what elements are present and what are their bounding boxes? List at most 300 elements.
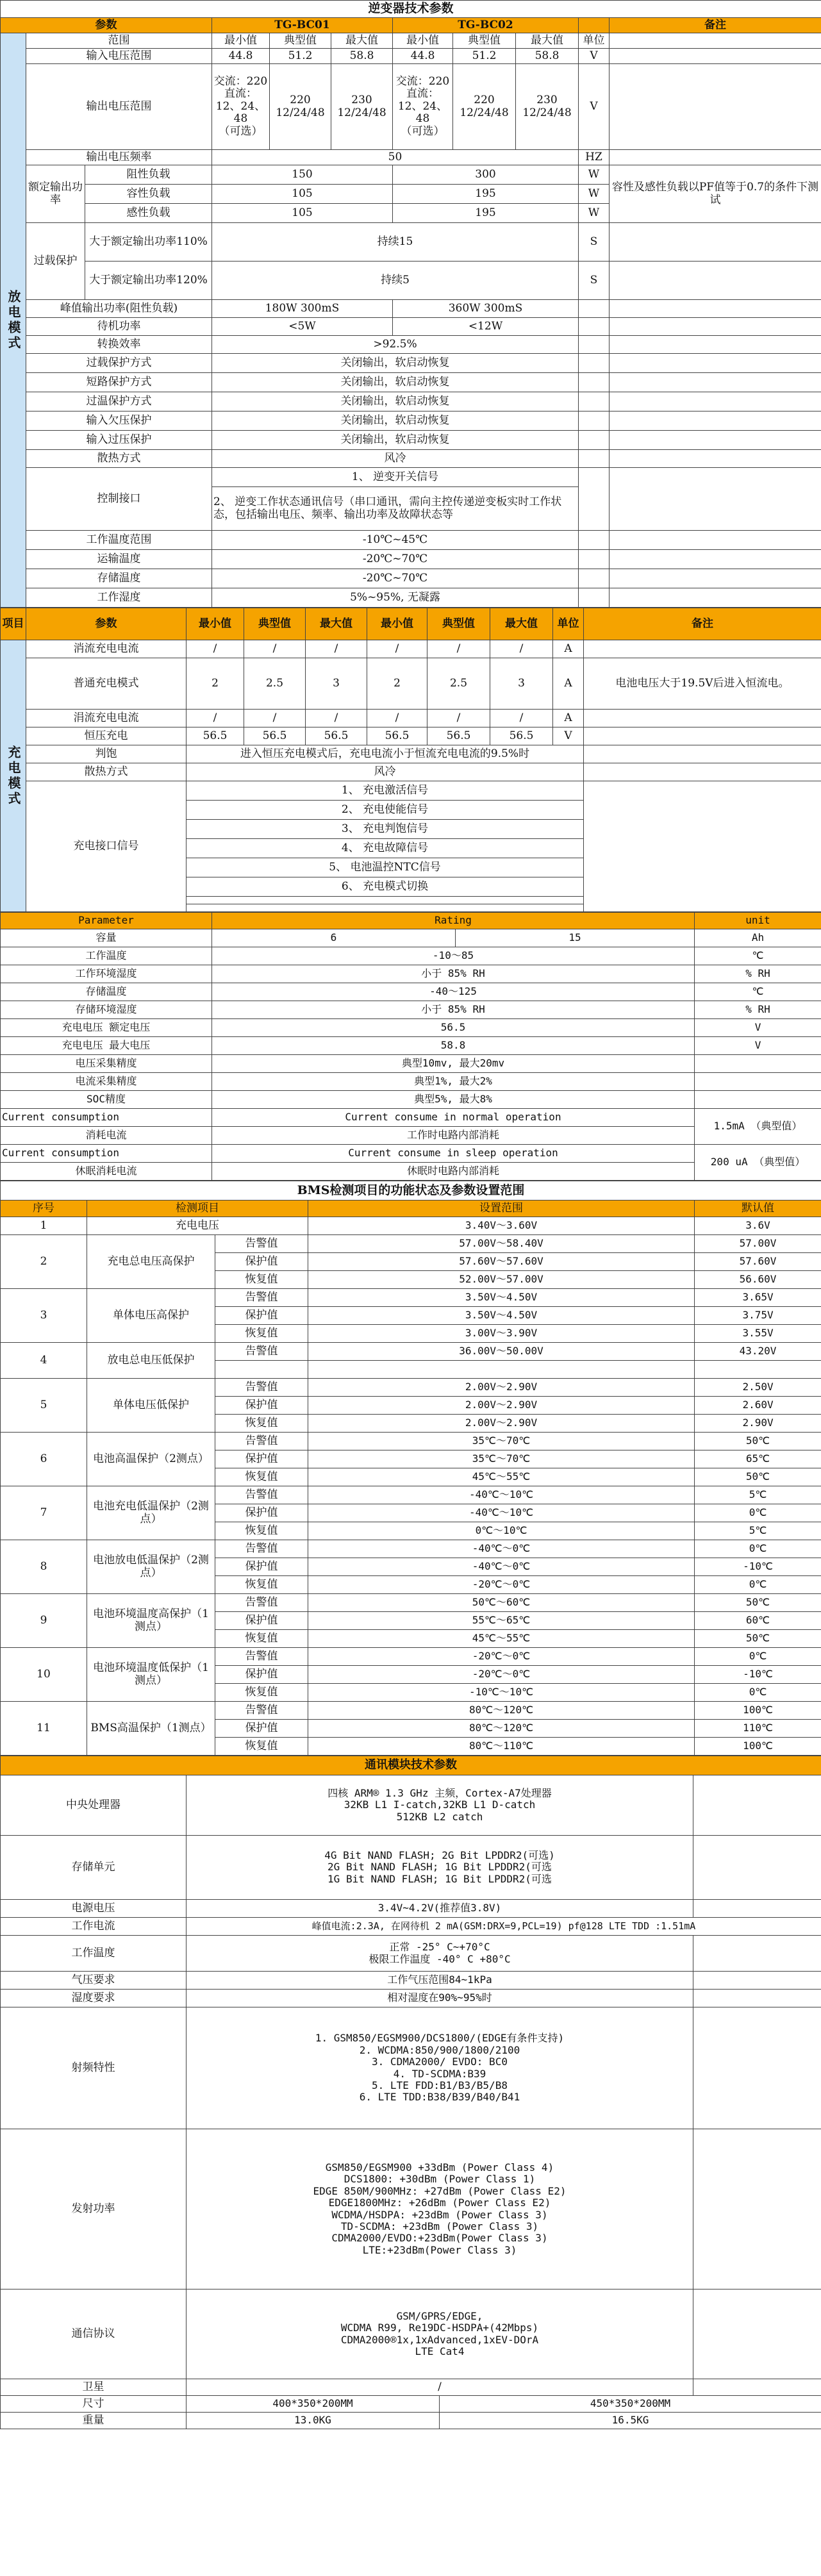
bms-range: 55℃～65℃ [308,1612,695,1630]
cell: 1.5mA （典型值） [695,1109,821,1145]
cell: 关闭输出，软启动恢复 [212,373,579,392]
row-label: 散热方式 [26,763,187,781]
cell: 2.5 [244,658,306,710]
bms-range: 3.50V～4.50V [308,1307,695,1325]
h-range: 设置范围 [308,1201,695,1217]
cell: / [490,640,553,658]
bms-range: -20℃～0℃ [308,1666,695,1684]
cell: 小于 85% RH [212,1001,695,1019]
cell: 58.8 [516,49,579,64]
cell: / [187,710,244,727]
row-label: 存储单元 [1,1836,187,1900]
cell: ℃ [695,983,821,1001]
cell: 200 uA （典型值） [695,1145,821,1181]
h-bc02: TG-BC02 [393,18,579,33]
cell: 工作气压范围84~1kPa [187,1972,693,1990]
row-label: 存储环境湿度 [1,1001,212,1019]
bms-default: 100℃ [695,1702,821,1720]
h-range: 范围 [26,33,212,49]
row-label: 容量 [1,929,212,947]
cell [695,1055,821,1073]
cell: 典型1%, 最大2% [212,1073,695,1091]
bms-default: 57.00V [695,1235,821,1253]
bms-status: 告警值 [215,1289,308,1307]
row-label: 感性负载 [85,204,212,223]
row-label: 短路保护方式 [26,373,212,392]
bms-range [308,1361,695,1379]
bms-default: 0℃ [695,1540,821,1558]
h-note: 备注 [610,18,821,33]
h-param: 参数 [26,608,187,640]
bms-status: 告警值 [215,1540,308,1558]
cell-line: WCDMA R99, Re19DC-HSDPA+(42Mbps) [340,2322,539,2334]
h-param: Parameter [1,913,212,929]
h-typ: 典型值 [453,33,516,49]
bms-range: -20℃～0℃ [308,1648,695,1666]
bms-default: 50℃ [695,1630,821,1648]
bms-range: 3.00V～3.90V [308,1325,695,1343]
bms-item: 电池环境温度高保护（1测点） [87,1594,215,1648]
bms-default [695,1361,821,1379]
h-item: 项目 [1,608,26,640]
bms-status: 保护值 [215,1612,308,1630]
bms-item: 充电总电压高保护 [87,1235,215,1289]
cell: 195 [393,185,579,204]
cell: 230 12/24/48 [516,64,579,150]
row-label: 存储温度 [1,983,212,1001]
h-max: 最大值 [331,33,393,49]
table-row [1,1433,821,1450]
cell: 6 [212,929,456,947]
h-no: 序号 [1,1201,87,1217]
h-min: 最小值 [187,608,244,640]
cell: V [695,1019,821,1037]
h-unit: 单位 [553,608,584,640]
bms-status: 保护值 [215,1720,308,1738]
cell-line: WCDMA/HSDPA: +23dBm (Power Class 3) [331,2208,548,2221]
bms-range: -40℃～0℃ [308,1540,695,1558]
table-row [1,1702,821,1720]
bms-range: 36.00V～50.00V [308,1343,695,1361]
cell: -10℃~45℃ [212,531,579,550]
bms-status: 保护值 [215,1397,308,1415]
bms-status: 保护值 [215,1558,308,1576]
cell: V [553,727,584,745]
cell: 56.5 [187,727,244,745]
cell: 15 [456,929,695,947]
cell: Ah [695,929,821,947]
bms-range: 52.00V～57.00V [308,1271,695,1289]
cell: 360W 300mS [393,300,579,318]
cell: 56.5 [427,727,490,745]
cell: S [579,262,610,300]
bms-no: 10 [1,1648,87,1702]
cell-line: LTE Cat4 [415,2345,465,2357]
bms-default: 0℃ [695,1684,821,1702]
cell: W [579,185,610,204]
row-group: 额定输出功率 [26,165,85,223]
bms-range: 3.50V～4.50V [308,1289,695,1307]
table-row [1,1594,821,1612]
cell: >92.5% [212,336,579,354]
cell: 1、 逆变开关信号 [212,468,579,487]
row-label: 工作温度 [1,947,212,965]
h-param: 参数 [1,18,212,33]
h-unit: unit [695,913,821,929]
bms-item: 单体电压低保护 [87,1379,215,1433]
cell: / [367,640,427,658]
bms-range: 2.00V～2.90V [308,1397,695,1415]
bms-item: BMS高温保护（1测点） [87,1702,215,1756]
bms-range: 2.00V～2.90V [308,1379,695,1397]
cell: 5%~95%, 无凝露 [212,588,579,608]
cell: 2、 充电使能信号 [187,801,584,820]
bms-no: 6 [1,1433,87,1486]
row-label: Current consumption [1,1109,212,1127]
cell: 450*350*200MM [440,2396,821,2413]
bms-no: 8 [1,1540,87,1594]
bms-range: 45℃～55℃ [308,1630,695,1648]
table-row [1,1217,821,1235]
bms-item: 电池放电低温保护（2测点） [87,1540,215,1594]
cell: 50 [212,150,579,165]
row-label: 充电电压 额定电压 [1,1019,212,1037]
cell: 关闭输出，软启动恢复 [212,431,579,450]
row-group: 过载保护 [26,223,85,300]
cell-line: GSM850/EGSM900 +33dBm (Power Class 4) [325,2161,554,2173]
row-label: 湿度要求 [1,1990,187,2007]
cell: 195 [393,204,579,223]
cell-line: LTE:+23dBm(Power Class 3) [362,2243,517,2256]
row-label: 电流采集精度 [1,1073,212,1091]
h-min: 最小值 [393,33,453,49]
row-label: 重量 [1,2413,187,2429]
row-label: 工作湿度 [26,588,212,608]
cell: 51.2 [270,49,331,64]
table-row [1,1648,821,1666]
cell: ℃ [695,947,821,965]
row-label: 普通充电模式 [26,658,187,710]
bms-default: 110℃ [695,1720,821,1738]
cell: / [306,710,367,727]
bms-no: 5 [1,1379,87,1433]
bms-default: 2.60V [695,1397,821,1415]
inverter-table [0,0,821,608]
cell: 休眠时电路内部消耗 [212,1163,695,1181]
cell: 400*350*200MM [187,2396,440,2413]
bms-default: 3.55V [695,1325,821,1343]
cell: 56.5 [367,727,427,745]
h-typ: 典型值 [270,33,331,49]
cell: 220 12/24/48 [453,64,516,150]
h-typ: 典型值 [244,608,306,640]
bms-status: 告警值 [215,1594,308,1612]
row-label: 休眠消耗电流 [1,1163,212,1181]
cell-line: GSM/GPRS/EDGE, [396,2309,483,2322]
row-label: 通信协议 [1,2289,187,2379]
bms-no: 7 [1,1486,87,1540]
row-label: 待机功率 [26,318,212,336]
bms-default: 50℃ [695,1594,821,1612]
cell: 16.5KG [440,2413,821,2429]
bms-status: 保护值 [215,1666,308,1684]
row-label: 电源电压 [1,1900,187,1918]
h-item: 检测项目 [87,1201,308,1217]
row-label: 输入欠压保护 [26,411,212,431]
cell: 230 12/24/48 [331,64,393,150]
row-label: 运输温度 [26,550,212,569]
bms-range: 57.60V～57.60V [308,1253,695,1271]
h-min: 最小值 [367,608,427,640]
power-note: 容性及感性负载以PF值等于0.7的条件下测试 [610,165,821,223]
h-rating: Rating [212,913,695,929]
cell-line: 正常 -25° C~+70°C [389,1941,490,1954]
bms-status: 保护值 [215,1450,308,1468]
bms-status: 恢复值 [215,1738,308,1756]
cell-line: 32KB L1 I-catch,32KB L1 D-catch [344,1799,536,1811]
row-label: 过温保护方式 [26,392,212,411]
cell: -20℃~70℃ [212,569,579,588]
cell: 150 [212,165,393,185]
cell-line: 5. LTE FDD:B1/B3/B5/B8 [372,2079,508,2091]
bms-status: 恢复值 [215,1576,308,1594]
bms-status: 恢复值 [215,1415,308,1433]
bms-status: 告警值 [215,1648,308,1666]
h-max: 最大值 [490,608,553,640]
bms-item: 电池高温保护（2测点） [87,1433,215,1486]
cell: 1、 充电激活信号 [187,781,584,801]
cell: / [490,710,553,727]
cell: / [367,710,427,727]
bms-default: 2.90V [695,1415,821,1433]
cell: / [187,640,244,658]
bms-default: 3.6V [695,1217,821,1235]
cell: 峰值电流:2.3A, 在网待机 2 mA(GSM:DRX=9,PCL=19) pf@128 LTE TDD :1.51mA [187,1918,821,1936]
row-label: 中央处理器 [1,1775,187,1836]
cell: / [244,640,306,658]
cell: / [187,2379,693,2396]
table-row [1,1343,821,1361]
row-label: 工作电流 [1,1918,187,1936]
cell-line: 2. WCDMA:850/900/1800/2100 [359,2043,520,2056]
row-label: 输出电压频率 [26,150,212,165]
row-label: 卫星 [1,2379,187,2396]
cell: 风冷 [187,763,584,781]
cell: A [553,658,584,710]
bms-default: 56.60V [695,1271,821,1289]
cell: A [553,640,584,658]
row-label: 消流充电电流 [26,640,187,658]
cell: 2、 逆变工作状态通讯信号（串口通讯，需向主控传递逆变板实时工作状态，包括输出电压、频率、输出功率及故障状态等 [212,487,579,531]
bms-default: -10℃ [695,1666,821,1684]
cell-line: CDMA2000®1x,1xAdvanced,1xEV-DOrA [340,2333,539,2346]
bms-default: 65℃ [695,1450,821,1468]
bms-title: BMS检测项目的功能状态及参数设置范围 [1,1181,821,1201]
cell-line: 512KB L2 catch [396,1810,483,1823]
bms-status: 告警值 [215,1343,308,1361]
bms-table [0,1181,821,1756]
bms-default: 0℃ [695,1504,821,1522]
bms-status: 恢复值 [215,1522,308,1540]
bms-range: 45℃～55℃ [308,1468,695,1486]
side-discharge: 放电模式 [1,33,26,608]
cell: 交流：220 直流：12、24、48 （可选） [393,64,453,150]
cell: 56.5 [244,727,306,745]
h-max: 最大值 [306,608,367,640]
bms-no: 3 [1,1289,87,1343]
row-label: 尺寸 [1,2396,187,2413]
row-label: Current consumption [1,1145,212,1163]
cell: 3 [306,658,367,710]
cell: / [427,710,490,727]
bms-status [215,1361,308,1379]
bms-status: 保护值 [215,1504,308,1522]
row-label: 涓流充电电流 [26,710,187,727]
bms-no: 1 [1,1217,87,1235]
h-unit: 单位 [579,33,610,49]
cell [695,1091,821,1109]
row-label: 大于额定输出功率120% [85,262,212,300]
cell: 持续5 [212,262,579,300]
cell: 300 [393,165,579,185]
cell: 小于 85% RH [212,965,695,983]
cell: W [579,165,610,185]
bms-default: -10℃ [695,1558,821,1576]
cell [695,1073,821,1091]
cell: -20℃~70℃ [212,550,579,569]
h-note: 备注 [584,608,821,640]
side-charge: 充电模式 [1,640,26,912]
cell: 4、 充电故障信号 [187,839,584,858]
cell: 进入恒压充电模式后，充电电流小于恒流充电电流的9.5%时 [187,745,584,763]
row-label: 电压采集精度 [1,1055,212,1073]
cell: S [579,223,610,262]
charge-note: 电池电压大于19.5V后进入恒流电。 [584,658,821,710]
cell: 56.5 [306,727,367,745]
cell: V [579,49,610,64]
battery-table [0,912,821,1181]
bms-status: 恢复值 [215,1630,308,1648]
bms-status: 告警值 [215,1702,308,1720]
charge-table [0,608,821,912]
cell-line: 1. GSM850/EGSM900/DCS1800/(EDGE有条件支持) [315,2032,565,2045]
table-row [1,1379,821,1397]
cell-line: 2G Bit NAND FLASH; 1G Bit LPDDR2(可选 [328,1861,552,1874]
inverter-title: 逆变器技术参数 [1,1,821,18]
bms-item: 充电电压 [87,1217,308,1235]
row-label: 控制接口 [26,468,212,531]
row-label: 散热方式 [26,450,212,468]
cell: 持续15 [212,223,579,262]
cell: Current consume in normal operation [212,1109,695,1127]
cell: W [579,204,610,223]
row-label: 阻性负载 [85,165,212,185]
cell: V [695,1037,821,1055]
cell-line: CDMA2000/EVDO:+23dBm(Power Class 3) [331,2232,548,2245]
cell: -40～125 [212,983,695,1001]
row-label: 工作温度范围 [26,531,212,550]
cell: 58.8 [212,1037,695,1055]
row-label: 充电接口信号 [26,781,187,912]
cell: 6、 充电模式切换 [187,877,584,897]
bms-range: 57.00V～58.40V [308,1235,695,1253]
bms-default: 3.65V [695,1289,821,1307]
cell: <5W [212,318,393,336]
cell: 51.2 [453,49,516,64]
cell: 2 [367,658,427,710]
cell: HZ [579,150,610,165]
comm-title: 通讯模块技术参数 [1,1756,821,1775]
bms-default: 100℃ [695,1738,821,1756]
cell: 关闭输出，软启动恢复 [212,354,579,373]
cell: 风冷 [212,450,579,468]
h-bc01: TG-BC01 [212,18,393,33]
bms-no: 2 [1,1235,87,1289]
row-label: 气压要求 [1,1972,187,1990]
row-label: 输出电压范围 [26,64,212,150]
bms-default: 50℃ [695,1468,821,1486]
cell: 关闭输出，软启动恢复 [212,411,579,431]
row-label: 输入电压范围 [26,49,212,64]
bms-status: 告警值 [215,1235,308,1253]
cell: 相对湿度在90%~95%时 [187,1990,693,2007]
cell: / [427,640,490,658]
bms-status: 恢复值 [215,1468,308,1486]
table-row [1,1540,821,1558]
row-label: 消耗电流 [1,1127,212,1145]
cell-line: 6. LTE TDD:B38/B39/B40/B41 [359,2091,520,2104]
cell: 105 [212,204,393,223]
cell: 58.8 [331,49,393,64]
cell-line: EDGE1800MHz: +26dBm (Power Class E2) [328,2197,551,2209]
bms-item: 电池环境温度低保护（1测点） [87,1648,215,1702]
cell: 典型10mv, 最大20mv [212,1055,695,1073]
bms-range: -40℃～10℃ [308,1504,695,1522]
cell: 5、 电池温控NTC信号 [187,858,584,877]
cell: <12W [393,318,579,336]
cell-line: TD-SCDMA: +23dBm (Power Class 3) [340,2220,539,2232]
cell: % RH [695,1001,821,1019]
cell-line: 1G Bit NAND FLASH; 1G Bit LPDDR2(可选 [328,1872,552,1885]
bms-range: 35℃～70℃ [308,1450,695,1468]
bms-range: 50℃～60℃ [308,1594,695,1612]
bms-no: 9 [1,1594,87,1648]
bms-no: 4 [1,1343,87,1379]
h-default: 默认值 [695,1201,821,1217]
cell: V [579,64,610,150]
table-row [1,1235,821,1253]
row-label: 存储温度 [26,569,212,588]
bms-no: 11 [1,1702,87,1756]
row-label: 大于额定输出功率110% [85,223,212,262]
row-label: SOC精度 [1,1091,212,1109]
bms-default: 2.50V [695,1379,821,1397]
bms-default: 43.20V [695,1343,821,1361]
bms-default: 57.60V [695,1253,821,1271]
bms-range: 80℃～110℃ [308,1738,695,1756]
cell-line: 四核 ARM® 1.3 GHz 主频，Cortex-A7处理器 [328,1786,552,1799]
row-label: 容性负载 [85,185,212,204]
cell-line: 4. TD-SCDMA:B39 [393,2067,486,2080]
bms-item: 单体电压高保护 [87,1289,215,1343]
cell: 56.5 [212,1019,695,1037]
cell: / [244,710,306,727]
cell: A [553,710,584,727]
cell-line: 极限工作温度 -40° C +80°C [369,1952,511,1965]
cell: 56.5 [490,727,553,745]
cell: Current consume in sleep operation [212,1145,695,1163]
cell-line: DCS1800: +30dBm (Power Class 1) [344,2173,536,2186]
